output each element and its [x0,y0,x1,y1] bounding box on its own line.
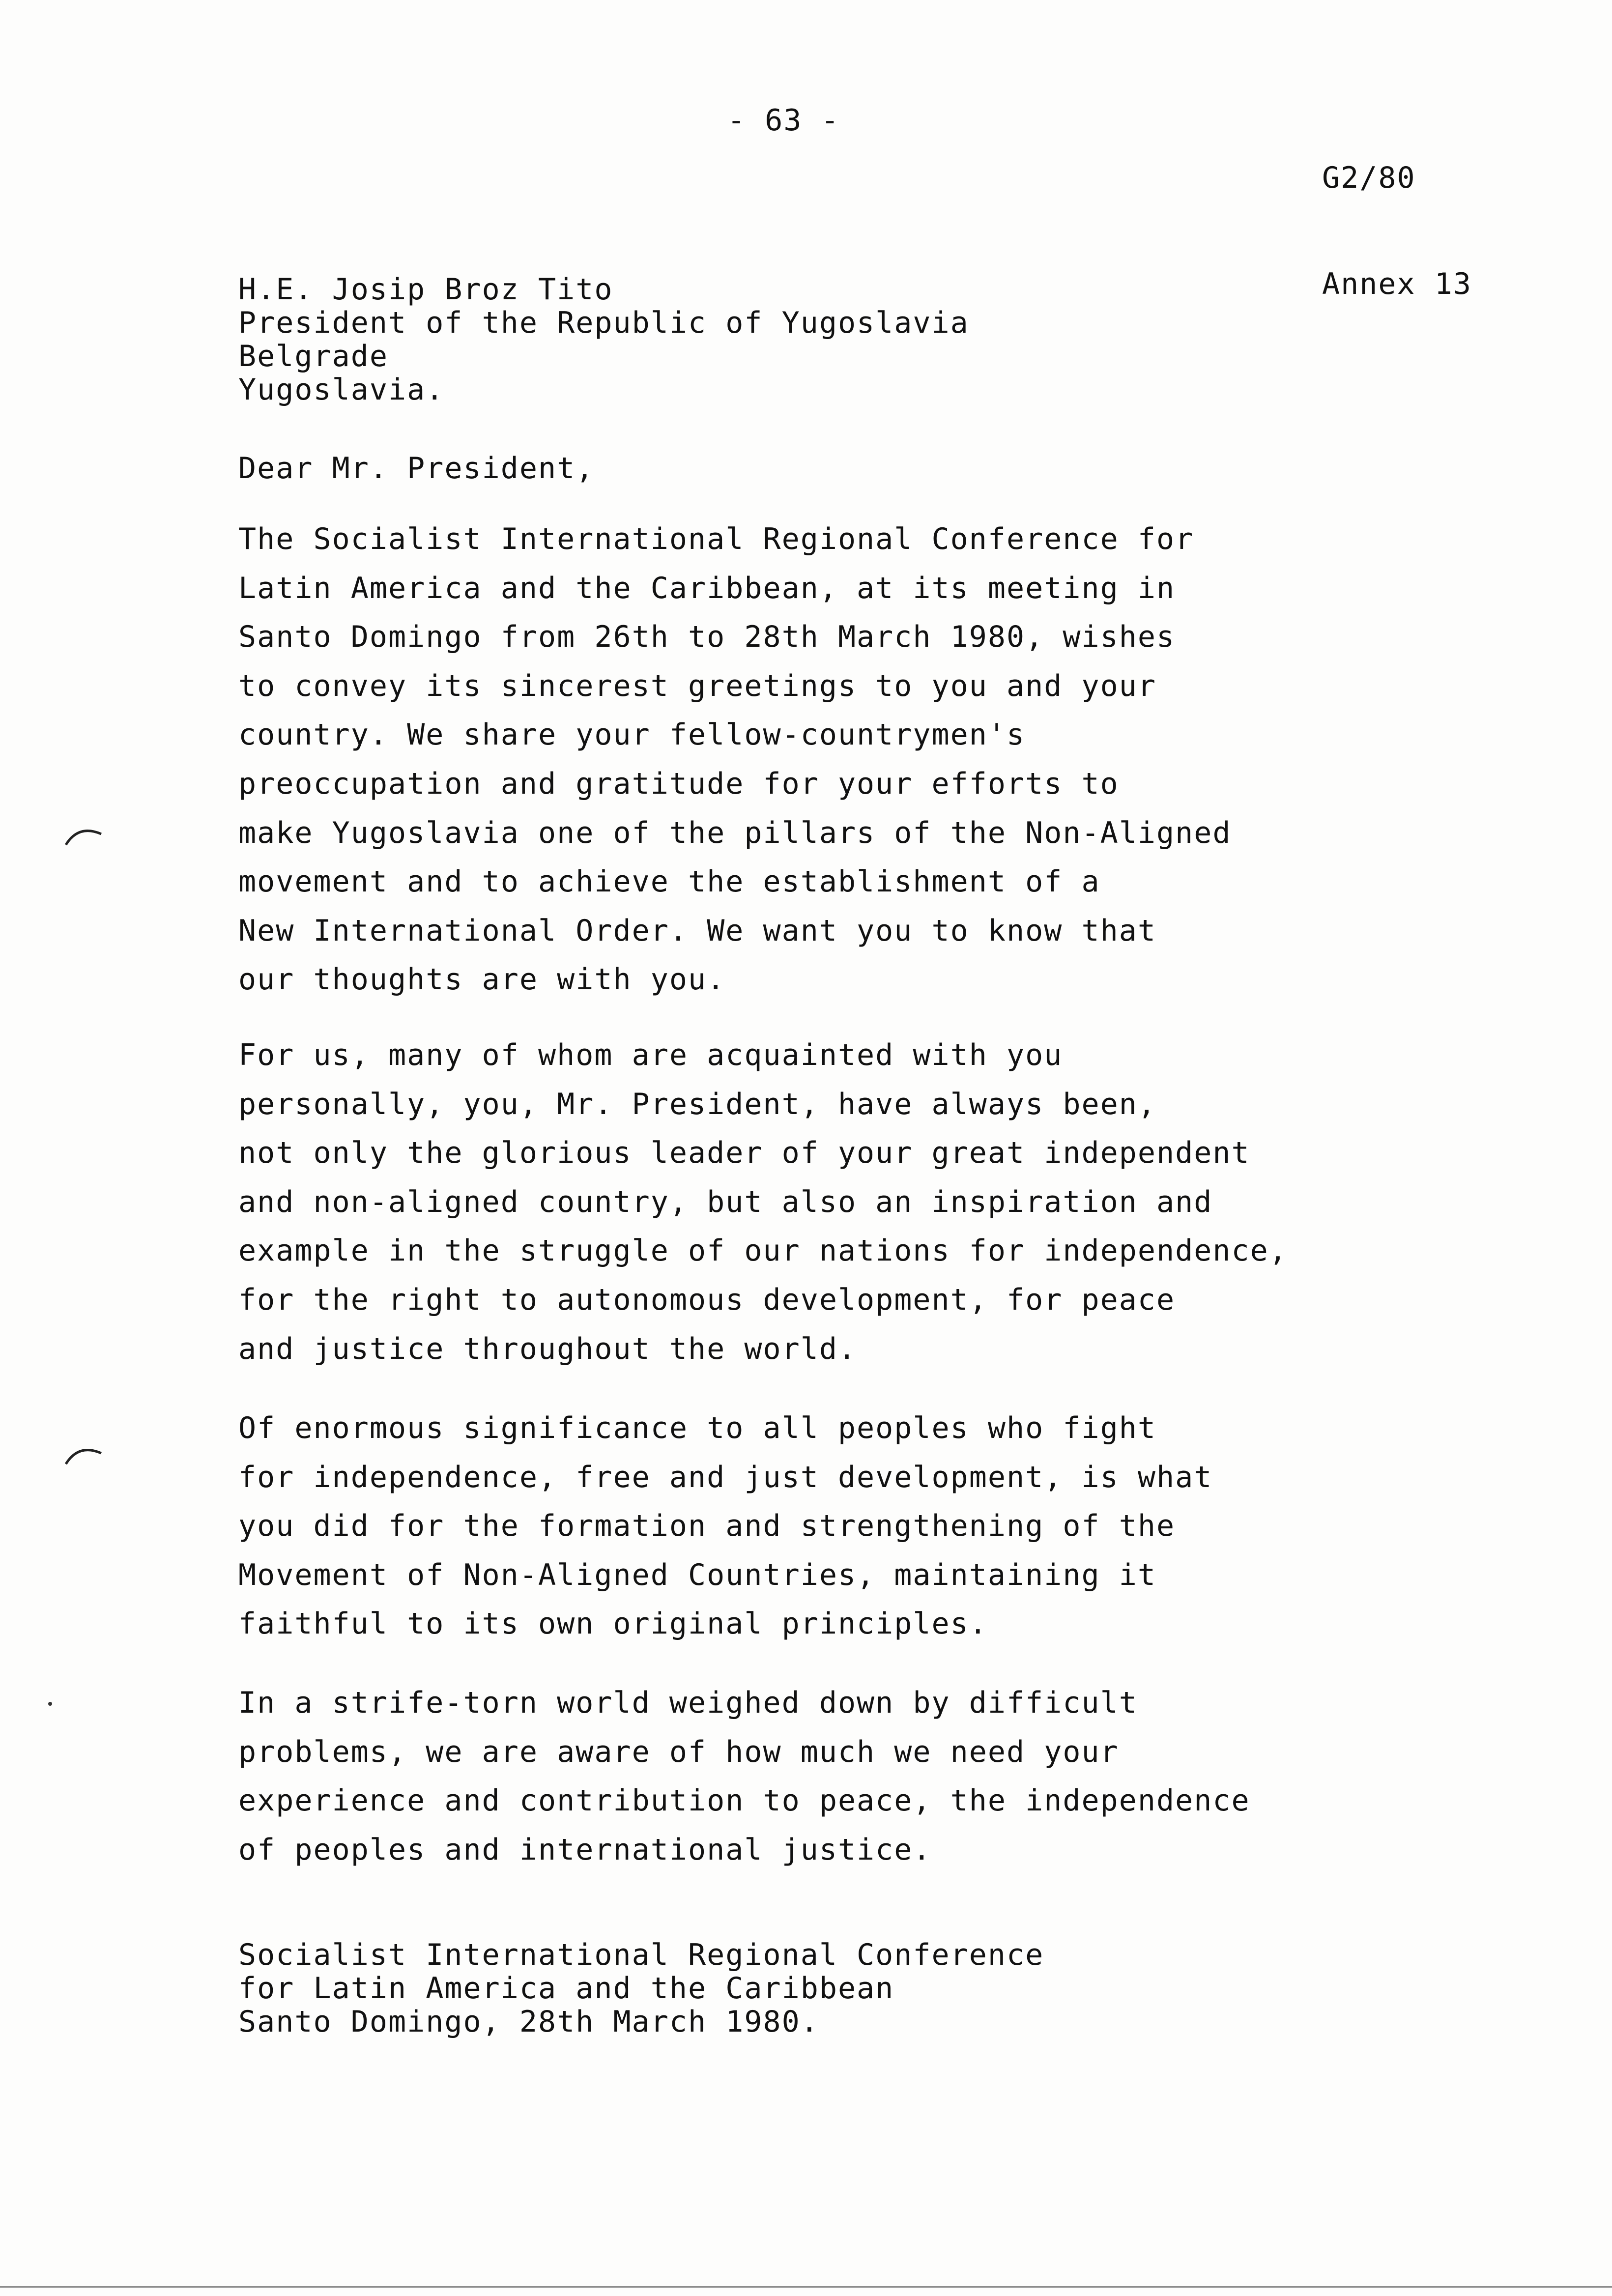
paragraph-line: In a strife-torn world weighed down by difficult [238,1686,1138,1720]
address-line: President of the Republic of Yugoslavia [238,306,969,340]
paragraph-line: Of enormous significance to all peoples who fight [238,1411,1157,1445]
signature-line: for Latin America and the Caribbean [238,1971,894,2006]
paragraph-line: The Socialist International Regional Conference for [238,522,1194,556]
paragraph-line: to convey its sincerest greetings to you and your [238,668,1157,703]
paragraph-line: problems, we are aware of how much we need your [238,1734,1119,1769]
page-bottom-edge [0,2286,1612,2288]
paragraph-line: Movement of Non-Aligned Countries, maintaining it [238,1557,1157,1592]
recipient-address [238,273,969,406]
paragraph-line: Latin America and the Caribbean, at its meeting in [238,571,1176,605]
paragraph-line: experience and contribution to peace, the independence [238,1783,1250,1818]
address-line: H.E. Josip Broz Tito [238,272,613,307]
paragraph-line: and justice throughout the world. [238,1331,857,1366]
paragraph-line: of peoples and international justice. [238,1832,932,1867]
paragraph-2 [238,1031,1288,1374]
paragraph-line: preoccupation and gratitude for your efforts to [238,766,1119,801]
paragraph-line: not only the glorious leader of your great independent [238,1136,1250,1171]
reference-code: G2/80 [1322,161,1416,195]
paragraph-line: and non-aligned country, but also an inspiration and [238,1184,1213,1219]
paragraph-line: For us, many of whom are acquainted with you [238,1038,1063,1072]
paragraph-4 [238,1679,1250,1874]
address-line: Belgrade [238,339,388,373]
salutation [238,451,594,486]
paragraph-line: faithful to its own original principles. [238,1607,988,1641]
paragraph-line: example in the struggle of our nations for independence, [238,1234,1288,1268]
address-line: Yugoslavia. [238,373,445,407]
paragraph-line: New International Order. We want you to know that [238,913,1157,948]
paragraph-line: Santo Domingo from 26th to 28th March 1980, wishes [238,620,1176,655]
paragraph-line: country. We share your fellow-countrymen's [238,718,1026,752]
paragraph-3 [238,1404,1212,1649]
scan-speck [48,1702,52,1706]
paragraph-line: make Yugoslavia one of the pillars of the Non-Aligned [238,815,1232,850]
signature-line: Santo Domingo, 28th March 1980. [238,2005,819,2039]
paragraph-line: our thoughts are with you. [238,962,726,997]
paragraph-line: you did for the formation and strengthening of the [238,1509,1176,1544]
paragraph-line: for independence, free and just development, is what [238,1460,1213,1494]
document-reference [1322,89,1472,373]
signature-line: Socialist International Regional Conference [238,1938,1044,1972]
page-number: - 63 - [727,103,840,138]
punch-hole-mark [64,1442,103,1467]
annex-label: Annex 13 [1322,267,1472,301]
paragraph-line: for the right to autonomous development, for peace [238,1282,1176,1317]
paragraph-line: personally, you, Mr. President, have always been, [238,1087,1157,1121]
signature-block [238,1938,1044,2038]
salutation-text: Dear Mr. President, [238,451,595,486]
paragraph-1 [238,515,1232,1004]
paragraph-line: movement and to achieve the establishment of a [238,864,1100,899]
punch-hole-mark [64,823,103,848]
